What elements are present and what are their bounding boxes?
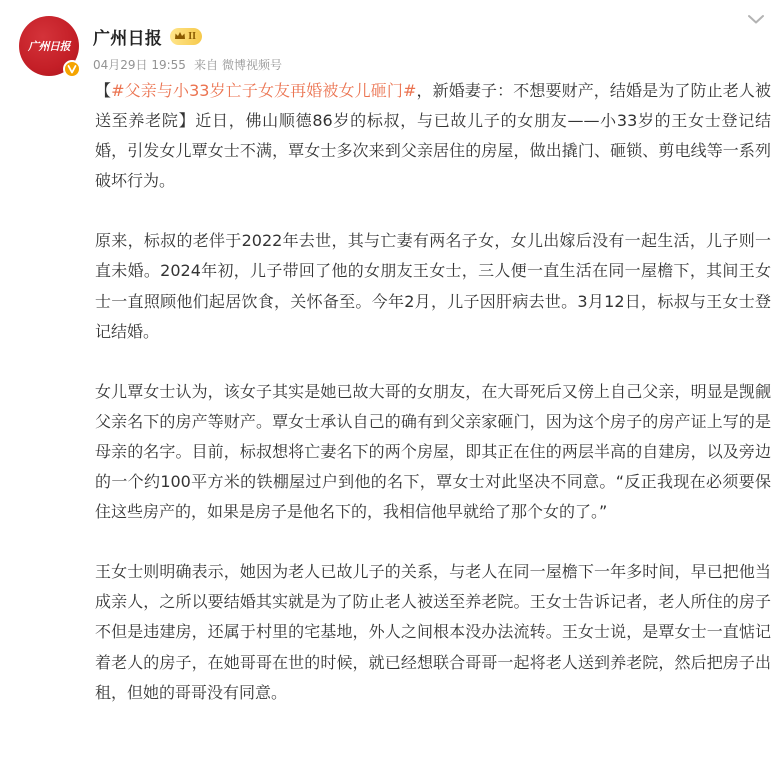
post-paragraph: 女儿覃女士认为，该女子其实是她已故大哥的女朋友，在大哥死后又傍上自己父亲，明显是觊觎父亲名下的房产等财产。覃女士承认自己的确有到父亲家砸门，因为这个房子的房产证上写的是母亲的名字。目前，标叔想将亡妻名下的两个房屋，即其正在住的两层半高的自建房，以及旁边的一个约100平方米的铁棚屋过户到他的名下，覃女士对此坚决不同意。“反正我现在必须要保住这些房产的，如果是房子是他名下的，我相信他早就给了那个女的了。” bbox=[95, 381, 771, 522]
crown-icon bbox=[174, 31, 186, 41]
chevron-down-icon[interactable] bbox=[746, 12, 766, 26]
post-paragraph: 原来，标叔的老伴于2022年去世，其与亡妻有两名子女，女儿出嫁后没有一起生活，儿子则一直未婚。2024年初，儿子带回了他的女朋友王女士，三人便一直生活在同一屋檐下，其间王女士一直照顾他们起居饮食，关怀备至。今年2月，儿子因肝病去世。3月12日，标叔与王女士登记结婚。 bbox=[95, 231, 771, 341]
author-name[interactable]: 广州日报 bbox=[93, 28, 163, 49]
bracket-open: 【 bbox=[95, 81, 112, 100]
hashtag-link[interactable]: #父亲与小33岁亡子女友再婚被女儿砸门# bbox=[111, 81, 417, 100]
verified-v-icon bbox=[63, 60, 81, 78]
post-meta bbox=[93, 56, 282, 73]
author-row bbox=[93, 25, 202, 47]
avatar-logo-text: 广州日报 bbox=[28, 40, 70, 53]
level-badge-text: II bbox=[188, 30, 196, 42]
post-paragraph: 王女士则明确表示，她因为老人已故儿子的关系，与老人在同一屋檐下一年多时间，早已把他当成亲人，之所以要结婚其实就是为了防止老人被送至养老院。王女士告诉记者，老人所住的房子不但是违建房，还属于村里的宅基地，外人之间根本没办法流转。王女士说，是覃女士一直惦记着老人的房子，在她哥哥在世的时候，就已经想联合哥哥一起将老人送到养老院，然后把房子出租，但她的哥哥没有同意。 bbox=[95, 562, 771, 702]
avatar[interactable] bbox=[19, 16, 79, 76]
level-badge[interactable] bbox=[170, 28, 202, 45]
post-date[interactable]: 04月29日 19:55 bbox=[93, 58, 186, 72]
post-source[interactable]: 微博视频号 bbox=[221, 58, 282, 72]
post-content bbox=[95, 76, 771, 708]
paragraph-text: ，新婚妻子：不想要财产，结婚是为了防止老人被送至养老院】近日，佛山顺德86岁的标叔，与已故儿子的女朋友——小33岁的王女士登记结婚，引发女儿覃女士不满，覃女士多次来到父亲居住的房屋，做出撬门、砸锁、剪电线等一系列破坏行为。 bbox=[95, 81, 771, 191]
post-paragraph bbox=[95, 76, 771, 196]
source-prefix: 来自 bbox=[193, 58, 218, 72]
